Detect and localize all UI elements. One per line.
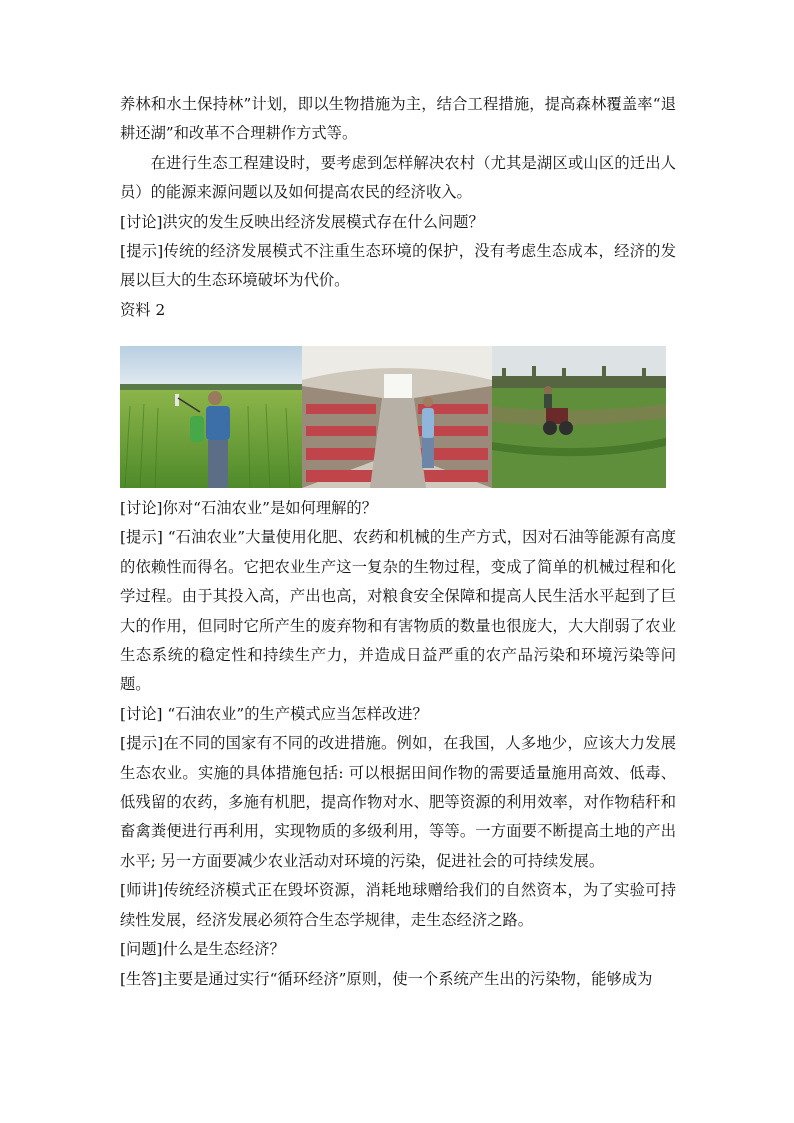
paragraph-eco-engineering: 在进行生态工程建设时，要考虑到怎样解决农村（尤其是湖区或山区的迁出人员）的能源来源问题以及如何提高农民的经济收入。	[120, 153, 676, 202]
photo-strip	[120, 346, 666, 488]
chicken-farm-photo	[302, 346, 492, 488]
hint-petroleum-agriculture: [提示] “石油农业”大量使用化肥、农药和机械的生产方式，因对石油等能源有高度的依赖性而得名。它把农业生产这一复杂的生物过程，变成了简单的机械过程和化学过程。由于其投入高，产出也高，对粮食安全保障和提高人民生活水平起到了巨大的作用，但同时它所产生的废弃物和有害物质的数量也很庞大，大大削弱了农业生态系统的稳定性和持续生产力，并造成日益严重的农产品污染和环境污染等问题。	[120, 528, 676, 694]
discussion-improvement: [讨论] “石油农业”的生产模式应当怎样改进？	[120, 704, 428, 723]
question-eco-economy: [问题]什么是生态经济？	[120, 940, 285, 959]
tractor-field-image	[492, 346, 666, 488]
hint-improvement: [提示]在不同的国家有不同的改进措施。例如，在我国，人多地少，应该大力发展生态农业。实施的具体措施包括: 可以根据田间作物的需要适量施用高效、低毒、低残留的农药，多施有机肥，提高作物对水、肥等资源的利用效率，对作物秸秆和畜禽粪便进行再利用，实现物质的多级利用，等等。一方面要不断提高土地的产出水平; 另一方面要减少农业活动对环境的污染，促进社会的可持续发展。	[120, 734, 676, 870]
hint-flood-answer: [提示]传统的经济发展模式不注重生态环境的保护，没有考虑生态成本，经济的发展以巨大的生态环境破坏为代价。	[120, 242, 676, 290]
teacher-explanation: [师讲]传统经济模式正在毁坏资源，消耗地球赠给我们的自然资本，为了实验可持续性发展，经济发展必须符合生态学规律，走生态经济之路。	[120, 881, 676, 929]
farmer-spraying-photo	[120, 346, 302, 488]
material-label: 资料 2	[120, 300, 166, 319]
discussion-petroleum-agriculture: [讨论]你对“石油农业”是如何理解的？	[120, 499, 378, 517]
tractor-field-photo	[492, 346, 666, 488]
paragraph-wood-plan: 养林和水土保持林”计划，即以生物措施为主，结合工程措施，提高森林覆盖率“退耕还湖”和改革不合理耕作方式等。	[120, 95, 676, 143]
student-answer: [生答]主要是通过实行“循环经济”原则，使一个系统产生出的污染物，能够成为	[120, 969, 653, 988]
bottom-text-block	[120, 494, 676, 994]
chicken-farm-image	[302, 346, 492, 488]
top-text-block	[120, 90, 676, 325]
discussion-flood-question: [讨论]洪灾的发生反映出经济发展模式存在什么问题？	[120, 212, 484, 231]
farmer-spraying-image	[120, 346, 302, 488]
